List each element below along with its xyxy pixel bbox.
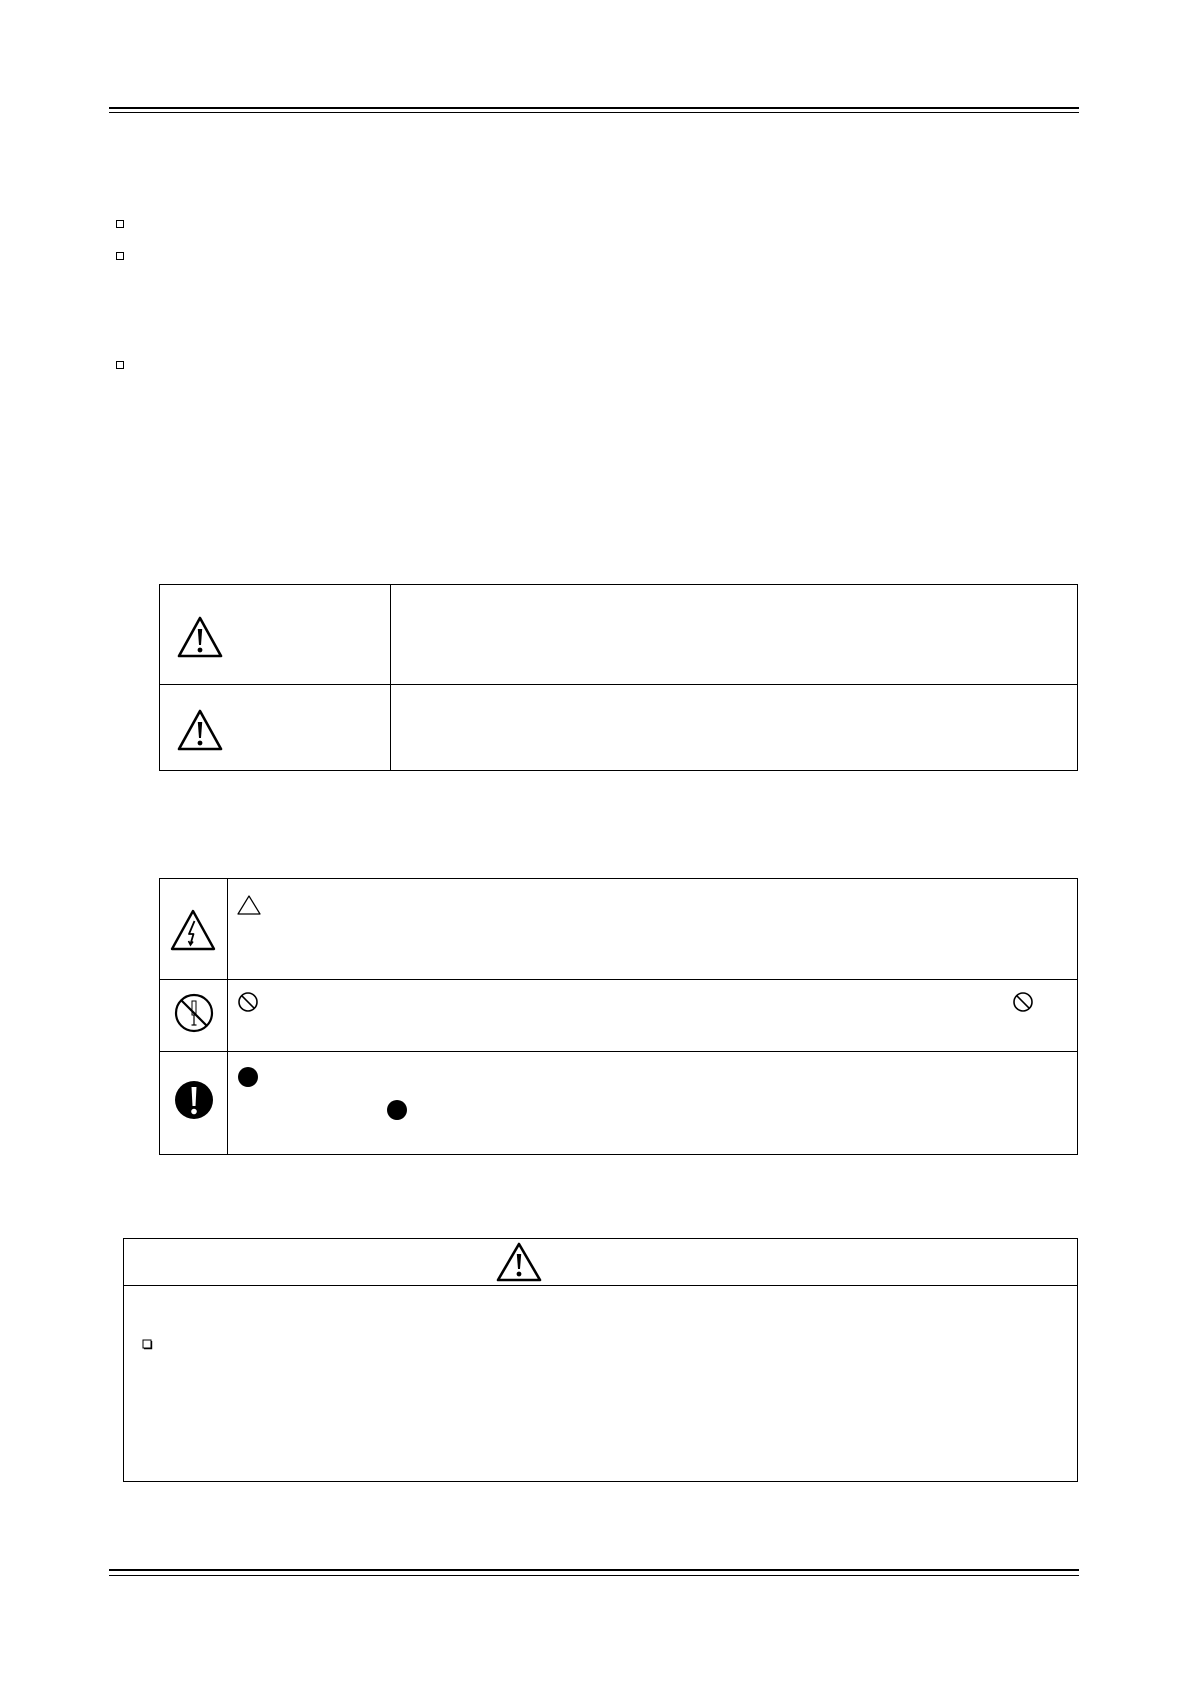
mandatory-action-icon [173,1079,215,1121]
header-rule-bottom [109,112,1079,113]
no-disassembly-icon [173,992,215,1034]
warning-box-header-separator [124,1285,1077,1286]
signal-word-table-row-separator [160,684,1077,685]
signal-word-table-divider [390,585,391,770]
symbol-table-divider [227,879,228,1154]
prohibition-circle-icon-2 [1012,991,1034,1013]
electric-shock-icon [169,908,217,952]
warning-box [123,1238,1078,1482]
caution-triangle-icon [176,708,224,752]
prohibition-circle-icon [237,991,259,1013]
filled-circle-icon [237,1066,259,1088]
footer-rule-top [109,1569,1079,1571]
intro-bullet-1 [116,220,124,228]
footer-rule-bottom [109,1575,1079,1576]
small-triangle-icon [236,894,262,916]
warning-box-triangle-icon [495,1241,543,1283]
warning-box-square-bullet-icon [142,1339,154,1351]
warning-triangle-icon [176,615,224,659]
symbol-table [159,878,1078,1155]
symbol-table-row-separator-1 [160,979,1077,980]
symbol-table-row-separator-2 [160,1051,1077,1052]
header-rule-top [109,107,1079,109]
intro-bullet-2 [116,252,124,260]
intro-bullet-3 [116,361,124,369]
signal-word-table [159,584,1078,771]
filled-circle-icon-2 [386,1099,408,1121]
